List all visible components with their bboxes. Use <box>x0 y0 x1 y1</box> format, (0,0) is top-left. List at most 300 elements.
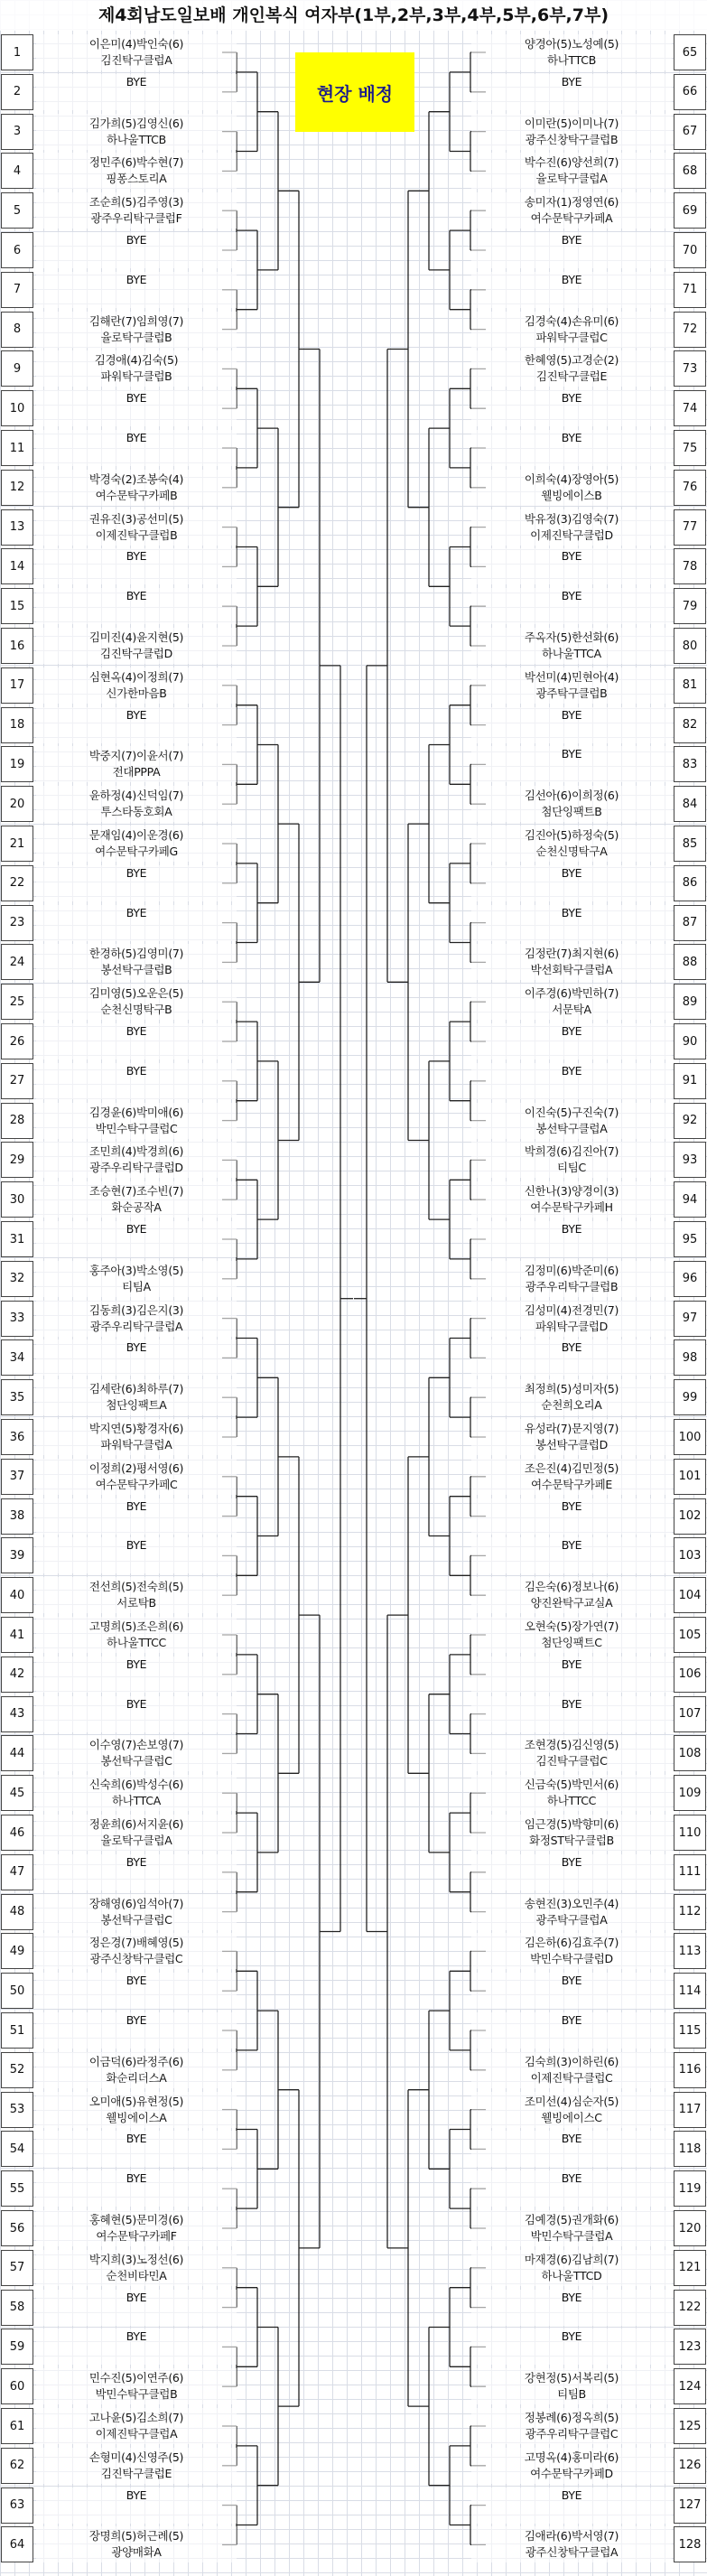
entry-slot <box>471 786 672 822</box>
club-name: 티팀B <box>557 2387 586 2402</box>
player-names: 박경숙(2)조봉숙(4) <box>88 471 184 486</box>
bye-label: BYE <box>561 2290 582 2304</box>
seed-number: 47 <box>1 1854 33 1890</box>
entry-slot <box>471 1379 672 1415</box>
entry-slot <box>471 2092 672 2128</box>
player-names: 정민주(6)박수현(7) <box>88 155 184 170</box>
seed-number: 34 <box>1 1339 33 1376</box>
seed-number: 72 <box>674 312 706 348</box>
seed-number: 118 <box>674 2131 706 2167</box>
club-name: 박민수탁구클럽A <box>530 2229 613 2243</box>
entry-slot <box>36 2368 237 2404</box>
seed-number: 60 <box>1 2368 33 2404</box>
club-name: 율로탁구클럽A <box>100 1834 172 1847</box>
seed-number: 124 <box>674 2368 706 2404</box>
player-names: 김정미(6)박준미(6) <box>524 1263 619 1277</box>
player-names: 고명희(5)조은희(6) <box>88 1619 184 1633</box>
player-names: 이진숙(5)구진숙(7) <box>524 1105 619 1119</box>
entry-slot <box>471 1063 672 1099</box>
entry-slot <box>36 707 237 743</box>
player-names: 오현숙(5)장가연(7) <box>524 1619 619 1633</box>
seed-number: 30 <box>1 1181 33 1218</box>
bye-label: BYE <box>561 1974 582 1988</box>
club-name: 박민수탁구클럽C <box>95 1121 178 1135</box>
bye-label: BYE <box>561 1696 582 1711</box>
bye-label: BYE <box>126 1974 147 1988</box>
entry-slot <box>471 2250 672 2286</box>
entry-slot <box>36 2448 237 2484</box>
seed-number: 98 <box>674 1339 706 1376</box>
seed-number: 42 <box>1 1657 33 1693</box>
seed-number: 58 <box>1 2290 33 2326</box>
player-names: 주옥자(5)한선화(6) <box>524 630 619 644</box>
seed-number: 71 <box>674 272 706 308</box>
seed-number: 41 <box>1 1617 33 1653</box>
entry-slot <box>471 746 672 782</box>
bye-label: BYE <box>561 2132 582 2146</box>
entry-slot <box>36 1142 237 1178</box>
seed-number: 69 <box>674 192 706 229</box>
seed-number: 37 <box>1 1459 33 1495</box>
club-name: 이제진탁구클럽B <box>95 527 178 542</box>
seed-number: 116 <box>674 2052 706 2088</box>
entry-slot <box>36 1854 237 1890</box>
player-names: 장해영(6)임석아(7) <box>88 1896 184 1910</box>
bye-label: BYE <box>561 2013 582 2027</box>
club-name: 파워탁구클럽C <box>535 330 608 344</box>
club-name: 여수문탁구카페C <box>95 1477 178 1491</box>
club-name: 서로탁B <box>116 1596 156 1610</box>
entry-slot <box>471 509 672 546</box>
entry-slot <box>471 1103 672 1139</box>
entry-slot <box>471 1498 672 1535</box>
bye-label: BYE <box>126 1696 147 1711</box>
player-names: 박지연(5)황경자(6) <box>88 1422 184 1435</box>
player-names: 이정희(2)평서영(6) <box>88 1461 184 1475</box>
seed-number: 78 <box>674 548 706 584</box>
seed-number: 91 <box>674 1063 706 1099</box>
club-name: 화정ST탁구클럽B <box>529 1834 614 1847</box>
seed-number: 103 <box>674 1537 706 1573</box>
player-names: 김정란(7)최지현(6) <box>524 947 619 961</box>
club-name: 투스타동호회A <box>100 805 172 819</box>
club-name: 광주신창탁구클럽A <box>525 2545 619 2560</box>
seed-number: 80 <box>674 628 706 664</box>
club-name: 김진탁구클럽C <box>535 1754 608 1769</box>
entry-slot <box>36 114 237 150</box>
bye-label: BYE <box>561 2487 582 2502</box>
seed-number: 2 <box>1 74 33 110</box>
bye-label: BYE <box>126 1340 147 1355</box>
seed-number: 94 <box>674 1181 706 1218</box>
seed-number: 99 <box>674 1379 706 1415</box>
player-names: 문재임(4)이운경(6) <box>88 828 184 842</box>
entry-slot <box>36 865 237 901</box>
player-names: 조현경(5)김신영(5) <box>524 1738 619 1752</box>
entry-slot <box>36 628 237 664</box>
bye-label: BYE <box>561 905 582 919</box>
club-name: 율로탁구클럽B <box>100 330 172 344</box>
seed-number: 11 <box>1 430 33 466</box>
club-name: 첨단잉팩트C <box>541 1636 602 1649</box>
player-names: 김미영(5)오운은(5) <box>88 986 184 1001</box>
entry-slot <box>471 34 672 70</box>
bye-label: BYE <box>561 2329 582 2344</box>
bye-label: BYE <box>561 431 582 444</box>
entry-slot <box>471 588 672 624</box>
entry-slot <box>36 2408 237 2444</box>
club-name: 광양매화A <box>111 2545 162 2560</box>
seed-number: 5 <box>1 192 33 229</box>
player-names: 송현진(3)오민주(4) <box>524 1896 619 1910</box>
entry-slot <box>36 430 237 466</box>
player-names: 조민희(4)박경희(6) <box>88 1144 184 1159</box>
player-names: 홍혜현(5)문미경(6) <box>88 2213 184 2226</box>
player-names: 신한나(3)양경이(3) <box>524 1184 619 1199</box>
entry-slot <box>36 1379 237 1415</box>
entry-slot <box>36 1301 237 1337</box>
seed-number: 49 <box>1 1933 33 1969</box>
bye-label: BYE <box>561 391 582 406</box>
entry-slot <box>36 1973 237 2009</box>
player-names: 이금덕(6)라정주(6) <box>88 2054 184 2068</box>
seed-number: 89 <box>674 984 706 1020</box>
club-name: 첨단잉팩트B <box>541 805 602 819</box>
entry-slot <box>36 2526 237 2562</box>
player-names: 최정희(5)성미자(5) <box>524 1382 619 1396</box>
player-names: 조순희(5)김주영(3) <box>88 195 184 210</box>
bye-label: BYE <box>561 1538 582 1553</box>
entry-slot <box>36 1933 237 1969</box>
seed-number: 31 <box>1 1221 33 1257</box>
seed-number: 52 <box>1 2052 33 2088</box>
entry-slot <box>36 312 237 348</box>
seed-number: 38 <box>1 1498 33 1535</box>
seed-number: 23 <box>1 905 33 941</box>
entry-slot <box>471 430 672 466</box>
entry-slot <box>471 2526 672 2562</box>
seed-number: 21 <box>1 826 33 862</box>
bye-label: BYE <box>561 1024 582 1038</box>
club-name: 광주우리탁구클럽D <box>89 1161 183 1175</box>
entry-slot <box>36 786 237 822</box>
entry-slot <box>471 2210 672 2246</box>
seed-number: 59 <box>1 2329 33 2365</box>
player-names: 김숙희(3)이하린(6) <box>524 2054 619 2068</box>
seed-number: 28 <box>1 1103 33 1139</box>
entry-slot <box>471 2012 672 2049</box>
bye-label: BYE <box>561 589 582 603</box>
bye-label: BYE <box>126 1657 147 1671</box>
seed-number: 95 <box>674 1221 706 1257</box>
seed-number: 20 <box>1 786 33 822</box>
bye-label: BYE <box>126 2132 147 2146</box>
seed-number: 26 <box>1 1023 33 1059</box>
seed-number: 113 <box>674 1933 706 1969</box>
entry-slot <box>36 74 237 110</box>
club-name: 봉선탁구클럽B <box>100 963 172 977</box>
club-name: 하나울TTCD <box>541 2268 602 2282</box>
club-name: 박민수탁구클럽B <box>95 2387 178 2402</box>
club-name: 하나TTCA <box>112 1794 161 1808</box>
entry-slot <box>36 2012 237 2049</box>
seed-number: 108 <box>674 1735 706 1771</box>
seed-number: 101 <box>674 1459 706 1495</box>
seed-number: 50 <box>1 1973 33 2009</box>
seed-number: 112 <box>674 1894 706 1930</box>
entry-slot <box>471 905 672 941</box>
player-names: 김경애(4)김숙(5) <box>94 353 179 368</box>
player-names: 김세란(6)최하루(7) <box>88 1382 184 1396</box>
seed-number: 65 <box>674 34 706 70</box>
bye-label: BYE <box>126 233 147 247</box>
club-name: 광주우리탁구클럽F <box>90 211 182 226</box>
seed-number: 111 <box>674 1854 706 1890</box>
seed-number: 61 <box>1 2408 33 2444</box>
entry-slot <box>36 1181 237 1218</box>
entry-slot <box>36 350 237 387</box>
entry-slot <box>36 905 237 941</box>
entry-slot <box>471 1577 672 1613</box>
club-name: 김진탁구클럽E <box>100 2466 172 2480</box>
player-names: 심현옥(4)이정희(7) <box>88 669 184 684</box>
seed-number: 86 <box>674 865 706 901</box>
club-name: 광주우리탁구클럽C <box>525 2427 619 2441</box>
seed-number: 46 <box>1 1815 33 1851</box>
bye-label: BYE <box>126 272 147 286</box>
player-names: 이희숙(4)장영아(5) <box>524 471 619 486</box>
player-names: 마재경(6)김남희(7) <box>524 2252 619 2266</box>
seed-number: 75 <box>674 430 706 466</box>
bye-label: BYE <box>126 865 147 880</box>
player-names: 박지희(3)노정선(6) <box>88 2252 184 2266</box>
entry-slot <box>471 2290 672 2326</box>
entry-slot <box>36 1419 237 1455</box>
entry-slot <box>36 1617 237 1653</box>
bye-label: BYE <box>126 1498 147 1513</box>
entry-slot <box>36 153 237 189</box>
club-name: 화순리더스A <box>106 2070 167 2085</box>
seed-number: 92 <box>674 1103 706 1139</box>
entry-slot <box>36 1894 237 1930</box>
seed-number: 66 <box>674 74 706 110</box>
seed-number: 84 <box>674 786 706 822</box>
entry-slot <box>471 2131 672 2167</box>
entry-slot <box>36 272 237 308</box>
seed-number: 57 <box>1 2250 33 2286</box>
seed-number: 105 <box>674 1617 706 1653</box>
entry-slot <box>471 1894 672 1930</box>
bye-label: BYE <box>561 1222 582 1236</box>
club-name: 이제진탁구클럽D <box>530 527 613 542</box>
player-names: 고명옥(4)홍미라(6) <box>524 2450 619 2464</box>
entry-slot <box>36 944 237 980</box>
club-name: 봉선탁구클럽A <box>535 1121 608 1135</box>
player-names: 김선아(6)이희정(6) <box>524 789 619 803</box>
entry-slot <box>471 628 672 664</box>
player-names: 이수영(7)손보영(7) <box>88 1738 184 1752</box>
entry-slot <box>36 2170 237 2207</box>
entry-slot <box>471 350 672 387</box>
club-name: 광주우리탁구클럽B <box>525 1279 619 1293</box>
seed-number: 125 <box>674 2408 706 2444</box>
entry-slot <box>36 1696 237 1732</box>
player-names: 김은숙(6)정보나(6) <box>524 1580 619 1594</box>
entry-slot <box>36 509 237 546</box>
club-name: 박선회탁구클럽A <box>530 963 613 977</box>
entry-slot <box>471 390 672 426</box>
entry-slot <box>471 1023 672 1059</box>
entry-slot <box>36 2250 237 2286</box>
player-names: 김예경(5)권개화(6) <box>524 2213 619 2226</box>
club-name: 핑퐁스토리A <box>106 172 167 186</box>
seed-number: 16 <box>1 628 33 664</box>
entry-slot <box>471 1459 672 1495</box>
club-name: 광주신창탁구클럽C <box>89 1952 183 1966</box>
seed-number: 43 <box>1 1696 33 1732</box>
seed-number: 115 <box>674 2012 706 2049</box>
player-names: 이미란(5)이미나(7) <box>524 116 619 130</box>
entry-slot <box>36 588 237 624</box>
entry-slot <box>471 1617 672 1653</box>
entry-slot <box>471 944 672 980</box>
entry-slot <box>471 1973 672 2009</box>
club-name: 봉선탁구클럽D <box>535 1438 608 1451</box>
seed-number: 74 <box>674 390 706 426</box>
seed-number: 81 <box>674 667 706 704</box>
bye-label: BYE <box>126 74 147 89</box>
player-names: 김은하(6)김효주(7) <box>524 1936 619 1950</box>
entry-slot <box>36 1459 237 1495</box>
entry-slot <box>36 2487 237 2524</box>
seed-number: 1 <box>1 34 33 70</box>
seed-number: 45 <box>1 1775 33 1811</box>
entry-slot <box>471 1657 672 1693</box>
seed-number: 93 <box>674 1142 706 1178</box>
entry-slot <box>471 1933 672 1969</box>
seed-number: 25 <box>1 984 33 1020</box>
club-name: 신가한마음B <box>106 686 167 700</box>
club-name: 양진완탁구교실A <box>530 1596 613 1610</box>
bye-label: BYE <box>561 1657 582 1671</box>
player-names: 양경아(5)노성예(5) <box>524 37 619 51</box>
entry-slot <box>471 1775 672 1811</box>
entry-slot <box>36 1815 237 1851</box>
player-names: 박유정(3)김영숙(7) <box>524 511 619 526</box>
seed-number: 128 <box>674 2526 706 2562</box>
player-names: 박중지(7)이윤서(7) <box>88 749 184 763</box>
seed-number: 18 <box>1 707 33 743</box>
seed-number: 54 <box>1 2131 33 2167</box>
player-names: 홍주아(3)박소영(5) <box>88 1263 184 1277</box>
player-names: 김동희(3)김은지(3) <box>88 1302 184 1317</box>
club-name: 광주탁구클럽A <box>535 1912 608 1927</box>
club-name: 여수문탁구카페E <box>530 1477 613 1491</box>
bye-label: BYE <box>126 2171 147 2186</box>
player-names: 김미진(4)윤지현(5) <box>88 630 184 644</box>
player-names: 정봉례(6)정옥희(5) <box>524 2411 619 2424</box>
seed-number: 88 <box>674 944 706 980</box>
seed-number: 73 <box>674 350 706 387</box>
entry-slot <box>36 2052 237 2088</box>
seed-number: 126 <box>674 2448 706 2484</box>
seed-number: 127 <box>674 2487 706 2524</box>
seed-number: 63 <box>1 2487 33 2524</box>
entry-slot <box>36 192 237 229</box>
seed-number: 44 <box>1 1735 33 1771</box>
bye-label: BYE <box>126 1024 147 1038</box>
seed-number: 7 <box>1 272 33 308</box>
player-names: 김경윤(6)박미애(6) <box>88 1105 184 1119</box>
player-names: 박선미(4)민현아(4) <box>524 669 619 684</box>
seed-number: 64 <box>1 2526 33 2562</box>
bye-label: BYE <box>561 1854 582 1869</box>
bye-label: BYE <box>561 1340 582 1355</box>
seed-number: 13 <box>1 509 33 546</box>
bye-label: BYE <box>126 2013 147 2027</box>
seed-number: 12 <box>1 470 33 506</box>
entry-slot <box>471 2329 672 2365</box>
club-name: 하나TTCC <box>546 1794 597 1808</box>
bye-label: BYE <box>126 2329 147 2344</box>
player-names: 권유진(3)공선미(5) <box>88 511 184 526</box>
seed-number: 29 <box>1 1142 33 1178</box>
entry-slot <box>471 1815 672 1851</box>
club-name: 하나울TTCB <box>107 132 166 146</box>
bye-label: BYE <box>126 391 147 406</box>
seed-number: 32 <box>1 1261 33 1297</box>
club-name: 티팀A <box>122 1279 151 1293</box>
entry-slot <box>36 2329 237 2365</box>
bye-label: BYE <box>126 549 147 564</box>
player-names: 임근경(5)박향미(6) <box>524 1817 619 1831</box>
entry-slot <box>471 192 672 229</box>
seed-number: 27 <box>1 1063 33 1099</box>
seed-number: 19 <box>1 746 33 782</box>
entry-slot <box>471 1181 672 1218</box>
entry-slot <box>471 2487 672 2524</box>
entry-slot <box>36 232 237 268</box>
player-names: 장명희(5)허근례(5) <box>88 2529 184 2543</box>
seed-number: 62 <box>1 2448 33 2484</box>
player-names: 유성라(7)문지영(7) <box>524 1422 619 1435</box>
seed-number: 24 <box>1 944 33 980</box>
entry-slot <box>471 1419 672 1455</box>
entry-slot <box>471 548 672 584</box>
seed-number: 6 <box>1 232 33 268</box>
player-names: 김가희(5)김영신(6) <box>88 116 184 130</box>
entry-slot <box>471 1301 672 1337</box>
club-name: 첨단잉팩트A <box>106 1398 167 1413</box>
entry-slot <box>471 272 672 308</box>
player-names: 한경하(5)김영미(7) <box>88 947 184 961</box>
club-name: 광주우리탁구클럽A <box>89 1319 183 1333</box>
entry-slot <box>36 1261 237 1297</box>
player-names: 김성미(4)전경민(7) <box>524 1302 619 1317</box>
player-names: 신숙희(6)박성수(6) <box>88 1778 184 1792</box>
club-name: 광주신창탁구클럽B <box>525 132 619 146</box>
club-name: 여수문탁구카페D <box>530 2466 613 2480</box>
entry-slot <box>36 746 237 782</box>
player-names: 정윤희(6)서지윤(6) <box>88 1817 184 1831</box>
club-name: 여수문탁구카페F <box>96 2229 177 2243</box>
seed-number: 48 <box>1 1894 33 1930</box>
seed-number: 110 <box>674 1815 706 1851</box>
club-name: 웰빙에이스A <box>106 2110 167 2124</box>
entry-slot <box>471 74 672 110</box>
seed-number: 68 <box>674 153 706 189</box>
club-name: 김진탁구클럽D <box>100 647 172 660</box>
